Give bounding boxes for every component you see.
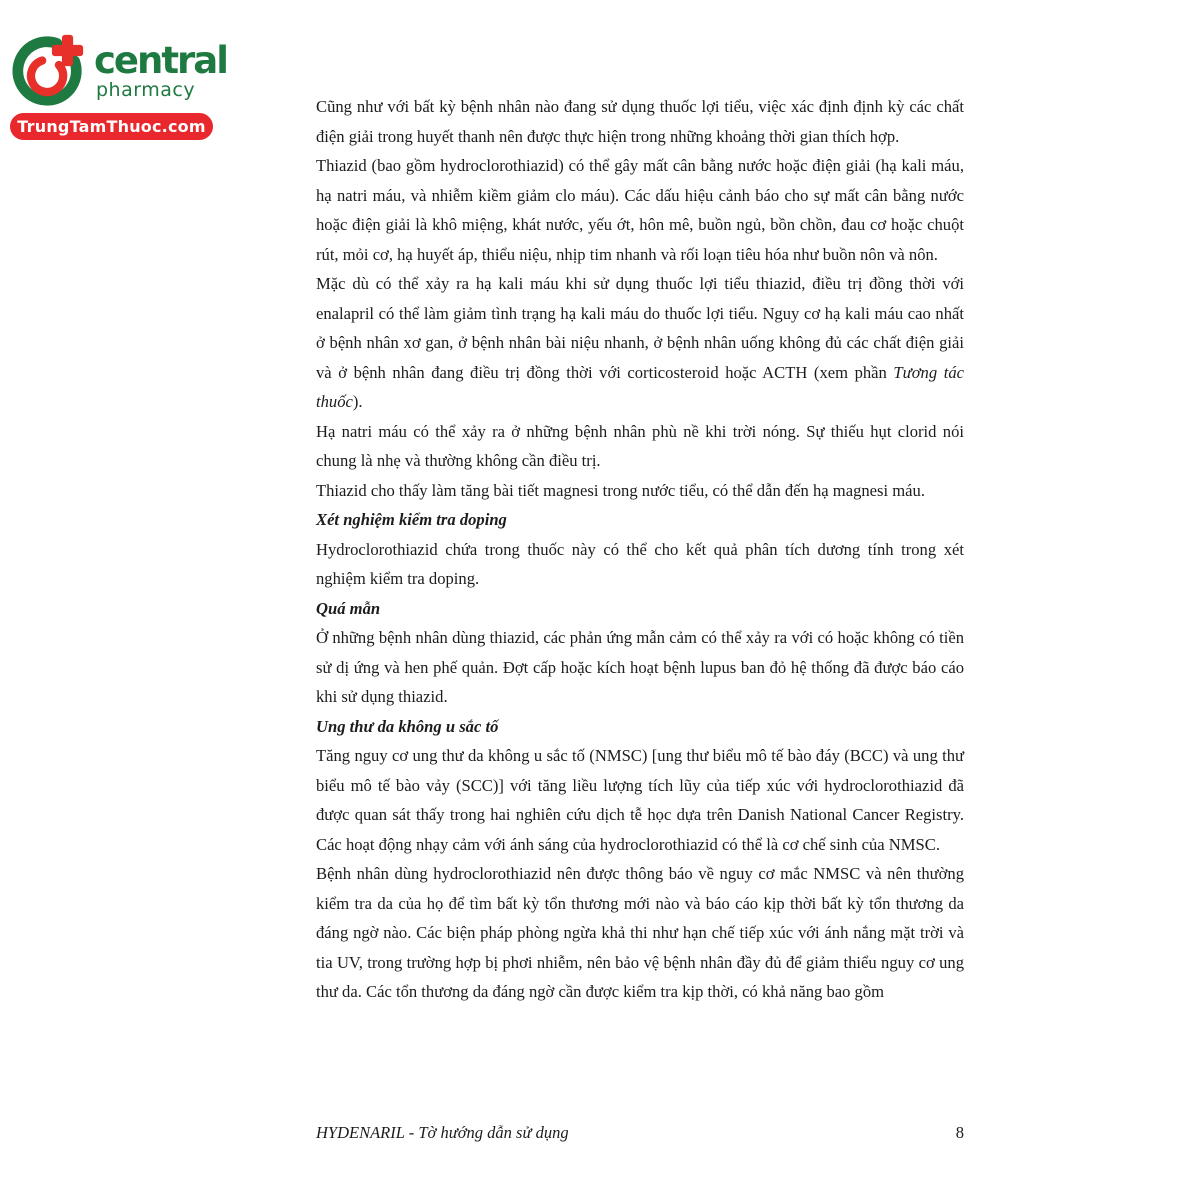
- logo-brand-subtitle: pharmacy: [96, 79, 196, 101]
- body-paragraph: Thiazid (bao gồm hydroclorothiazid) có thể gây mất cân bằng nước hoặc điện giải (hạ kali máu, hạ natri máu, và nhiễm kiềm giảm clo máu). Các dấu hiệu cảnh báo cho sự mất cân bằng nước hoặc điện giải là khô miệng, khát nước, yếu ớt, hôn mê, buồn ngủ, bồn chồn, đau cơ hoặc chuột rút, mỏi cơ, hạ huyết áp, thiểu niệu, nhịp tim nhanh và rối loạn tiêu hóa như buồn nôn và nôn.: [316, 156, 964, 264]
- body-paragraph: [316, 269, 964, 417]
- central-pharmacy-logo-icon: [10, 32, 88, 110]
- page-number: 8: [955, 1123, 964, 1142]
- section-heading-hypersensitivity: Quá mẫn: [316, 598, 381, 618]
- body-paragraph: Hạ natri máu có thể xảy ra ở những bệnh nhân phù nề khi trời nóng. Sự thiếu hụt clorid nói chung là nhẹ và thường không cần điều trị.: [316, 421, 964, 470]
- logo-row: [10, 32, 227, 110]
- body-paragraph: Thiazid cho thấy làm tăng bài tiết magnesi trong nước tiểu, có thể dẫn đến hạ magnesi máu.: [316, 480, 925, 500]
- central-pharmacy-logo: [10, 32, 227, 140]
- logo-website-badge: TrungTamThuoc.com: [10, 113, 213, 140]
- paragraph-text-segment: Mặc dù có thể xảy ra hạ kali máu khi sử dụng thuốc lợi tiểu thiazid, điều trị đồng thời với enalapril có thể làm giảm tình trạng hạ kali máu do thuốc lợi tiểu. Nguy cơ hạ kali máu cao nhất ở bệnh nhân xơ gan, ở bệnh nhân bài niệu nhanh, ở bệnh nhân uống không đủ các chất điện giải và ở bệnh nhân đang điều trị đồng thời với corticosteroid hoặc ACTH (xem phần: [316, 274, 964, 382]
- document-body: [316, 92, 964, 1007]
- footer-document-title: HYDENARIL - Tờ hướng dẫn sử dụng: [316, 1123, 569, 1142]
- paragraph-text-segment: ).: [352, 392, 363, 411]
- body-paragraph: Bệnh nhân dùng hydroclorothiazid nên được thông báo về nguy cơ mắc NMSC và nên thường kiểm tra da của họ để tìm bất kỳ tổn thương mới nào và báo cáo kịp thời bất kỳ tổn thương da đáng ngờ nào. Các biện pháp phòng ngừa khả thi như hạn chế tiếp xúc với ánh nắng mặt trời và tia UV, trong trường hợp bị phơi nhiễm, nên bảo vệ bệnh nhân đầy đủ để giảm thiểu nguy cơ ung thư da. Các tổn thương da đáng ngờ cần được kiểm tra kịp thời, có khả năng bao gồm: [316, 864, 964, 1001]
- section-heading-doping-test: Xét nghiệm kiểm tra doping: [316, 510, 507, 529]
- logo-brand-name: central: [94, 39, 227, 82]
- body-paragraph: Hydroclorothiazid chứa trong thuốc này có thể cho kết quả phân tích dương tính trong xét nghiệm kiểm tra doping.: [316, 539, 964, 588]
- body-paragraph: Ở những bệnh nhân dùng thiazid, các phản ứng mẫn cảm có thể xảy ra với có hoặc không có tiền sử dị ứng và hen phế quản. Đợt cấp hoặc kích hoạt bệnh lupus ban đỏ hệ thống đã được báo cáo khi sử dụng thiazid.: [316, 628, 964, 706]
- logo-text: [94, 39, 227, 101]
- page-footer: [316, 1122, 964, 1144]
- section-heading-nmsc: Ung thư da không u sắc tố: [316, 716, 499, 736]
- italic-cross-reference: Tương tác thuốc: [316, 362, 964, 411]
- body-paragraph: Cũng như với bất kỳ bệnh nhân nào đang sử dụng thuốc lợi tiểu, việc xác định định kỳ các chất điện giải trong huyết thanh nên được thực hiện trong những khoảng thời gian thích hợp.: [316, 97, 964, 146]
- body-paragraph: Tăng nguy cơ ung thư da không u sắc tố (NMSC) [ung thư biểu mô tế bào đáy (BCC) và ung thư biểu mô tế bào vảy (SCC)] với tăng liều lượng tích lũy của tiếp xúc với hydroclorothiazid đã được quan sát thấy trong hai nghiên cứu dịch tễ học dựa trên Danish National Cancer Registry. Các hoạt động nhạy cảm với ánh sáng của hydroclorothiazid có thể là cơ chế sinh của NMSC.: [316, 746, 964, 854]
